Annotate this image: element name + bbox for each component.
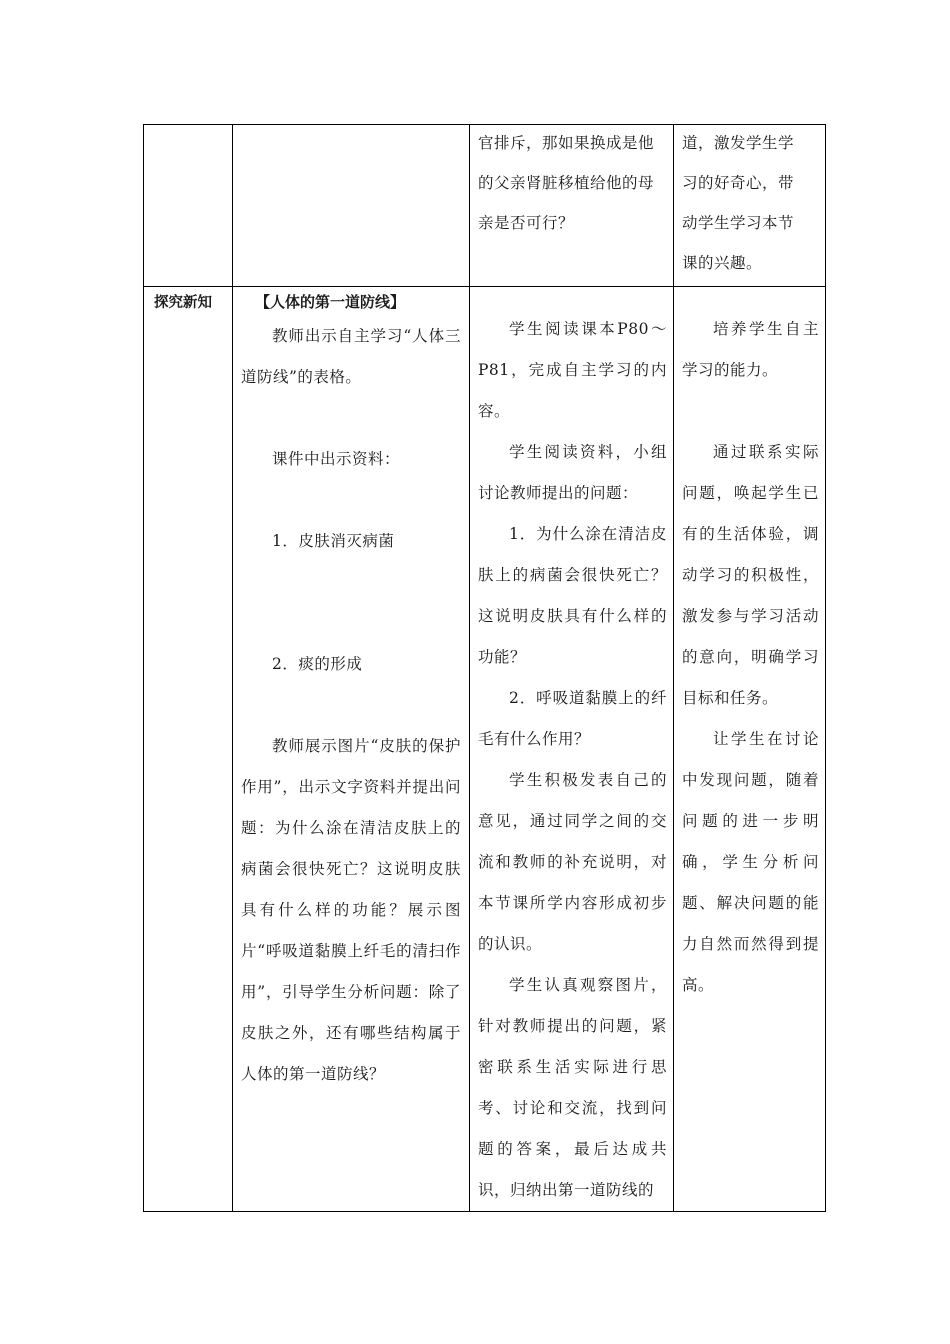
paragraph: 学生认真观察图片，针对教师提出的问题，紧密联系生活实际进行思考、讨论和交流，找到问题的答案，最后达成共识，归纳出第一道防线的 (478, 976, 667, 1199)
lesson-plan-table (143, 124, 826, 1212)
table-row (144, 125, 826, 287)
text-line: 习的好奇心，带 (682, 174, 795, 192)
list-item: 1．为什么涂在清洁皮肤上的病菌会很快死亡？这说明皮肤具有什么样的功能？ (478, 525, 667, 666)
list-item: 2．呼吸道黏膜上的纤毛有什么作用？ (478, 689, 667, 748)
paragraph: 课件中出示资料： (272, 450, 401, 468)
list-item: 2．痰的形成 (272, 655, 363, 673)
student-activity-cell (470, 287, 674, 1212)
student-activity-cell (470, 125, 674, 287)
list-item: 1．皮肤消灭病菌 (272, 532, 395, 550)
teacher-activity-cell (233, 287, 470, 1212)
phase-label: 探究新知 (154, 295, 212, 311)
paragraph: 让学生在讨论中发现问题，随着问题的进一步明确，学生分析问题、解决问题的能力自然而然得到提高。 (682, 730, 819, 994)
paragraph: 教师展示图片“皮肤的保护作用”，出示文字资料并提出问题：为什么涂在清洁皮肤上的病菌会很快死亡？这说明皮肤具有什么样的功能？展示图片“呼吸道黏膜上纤毛的清扫作用”，引导学生分析问题：除了皮肤之外，还有哪些结构属于人体的第一道防线？ (241, 737, 461, 1083)
text-line: 的父亲肾脏移植给他的母 (478, 174, 655, 192)
paragraph: 学生阅读课本P80～P81，完成自主学习的内容。 (478, 320, 667, 420)
table-row (144, 287, 826, 1212)
design-intent-cell (674, 125, 826, 287)
text-line: 动学生学习本节 (682, 214, 795, 232)
phase-cell (144, 287, 233, 1212)
paragraph: 培养学生自主学习的能力。 (682, 320, 819, 379)
section-heading: 【人体的第一道防线】 (255, 293, 406, 311)
text-line: 亲是否可行？ (478, 214, 575, 232)
design-intent-cell (674, 287, 826, 1212)
paragraph: 学生积极发表自己的意见，通过同学之间的交流和教师的补充说明，对本节课所学内容形成初步的认识。 (478, 771, 667, 953)
text-line: 官排斥，那如果换成是他 (478, 134, 655, 152)
teacher-activity-cell (233, 125, 470, 287)
paragraph: 通过联系实际问题，唤起学生已有的生活体验，调动学习的积极性，激发参与学习活动的意向，明确学习目标和任务。 (682, 443, 819, 707)
paragraph: 教师出示自主学习“人体三道防线”的表格。 (241, 327, 461, 386)
text-line: 课的兴趣。 (682, 254, 763, 272)
phase-cell (144, 125, 233, 287)
paragraph: 学生阅读资料，小组讨论教师提出的问题： (478, 443, 667, 502)
text-line: 道，激发学生学 (682, 134, 795, 152)
